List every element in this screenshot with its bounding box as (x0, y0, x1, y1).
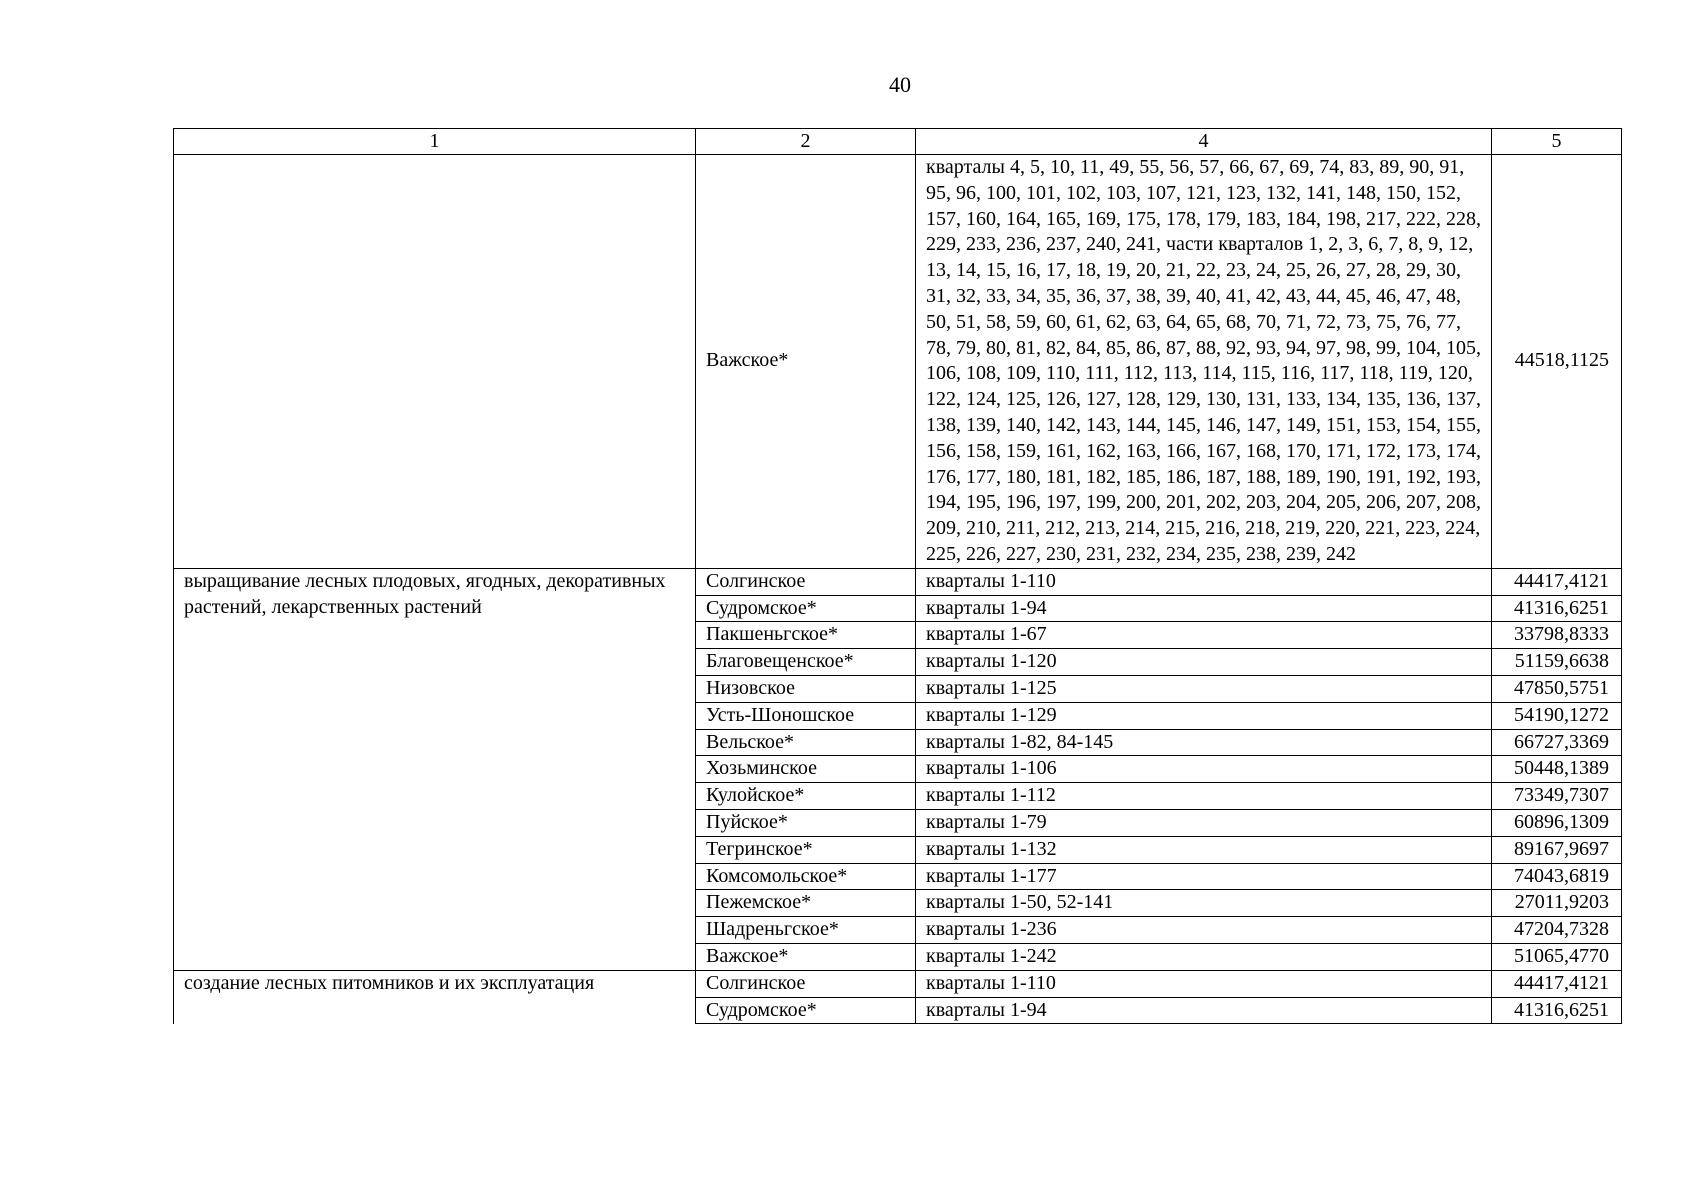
quarters-cell: кварталы 1-110 (916, 970, 1492, 997)
forestry-cell: Комсомольское* (696, 863, 916, 890)
quarters-cell: кварталы 1-79 (916, 809, 1492, 836)
quarters-cell: кварталы 1-94 (916, 997, 1492, 1024)
table-header-row (174, 129, 1622, 155)
area-cell: 60896,1309 (1492, 809, 1622, 836)
area-cell: 47204,7328 (1492, 917, 1622, 944)
header-col-4: 4 (916, 129, 1492, 155)
forestry-cell: Пакшеньгское* (696, 622, 916, 649)
area-cell: 74043,6819 (1492, 863, 1622, 890)
page-number: 40 (889, 72, 911, 97)
quarters-cell: кварталы 1-120 (916, 649, 1492, 676)
quarters-cell (916, 155, 1492, 569)
quarters-cell: кварталы 1-132 (916, 836, 1492, 863)
forestry-cell: Судромское* (696, 997, 916, 1024)
forestry-cell: Пежемское* (696, 890, 916, 917)
area-cell: 44417,4121 (1492, 568, 1622, 595)
quarters-text: кварталы 4, 5, 10, 11, 49, 55, 56, 57, 66, 67, 69, 74, 83, 89, 90, 91, 95, 96, 100, 101, 102, 103, 107, 121, 123, 132, 141, 148, 150, 152, 157, 160, 164, 165, 169, 175, 178, 179, 183, 184, 198, 217, 222, 228, 229, 233, 236, 237, 240, 241, части кварталов 1, 2, 3, 6, 7, 8, 9, 12, 13, 14, 15, 16, 17, 18, 19, 20, 21, 22, 23, 24, 25, 26, 27, 28, 29, 30, 31, 32, 33, 34, 35, 36, 37, 38, 39, 40, 41, 42, 43, 44, 45, 46, 47, 48, 50, 51, 58, 59, 60, 61, 62, 63, 64, 65, 68, 70, 71, 72, 73, 75, 76, 77, 78, 79, 80, 81, 82, 84, 85, 86, 87, 88, 92, 93, 94, 97, 98, 99, 104, 105, 106, 108, 109, 110, 111, 112, 113, 114, 115, 116, 117, 118, 119, 120, 122, 124, 125, 126, 127, 128, 129, 130, 131, 133, 134, 135, 136, 137, 138, 139, 140, 142, 143, 144, 145, 146, 147, 149, 151, 153, 154, 155, 156, 158, 159, 161, 162, 163, 166, 167, 168, 170, 171, 172, 173, 174, 176, 177, 180, 181, 182, 185, 186, 187, 188, 189, 190, 191, 192, 193, 194, 195, 196, 197, 199, 200, 201, 202, 203, 204, 205, 206, 207, 208, 209, 210, 211, 212, 213, 214, 215, 216, 218, 219, 220, 221, 223, 224, 225, 226, 227, 230, 231, 232, 234, 235, 238, 239, 242 (926, 156, 1481, 565)
forestry-cell: Усть-Шоношское (696, 702, 916, 729)
quarters-cell: кварталы 1-110 (916, 568, 1492, 595)
forestry-cell: Шадреньгское* (696, 917, 916, 944)
area-cell: 73349,7307 (1492, 783, 1622, 810)
area-cell: 44417,4121 (1492, 970, 1622, 997)
quarters-cell: кварталы 1-177 (916, 863, 1492, 890)
forestry-cell: Хозьминское (696, 756, 916, 783)
quarters-cell: кварталы 1-82, 84-145 (916, 729, 1492, 756)
area-cell: 66727,3369 (1492, 729, 1622, 756)
header-col-5: 5 (1492, 129, 1622, 155)
activity-cell-empty (174, 155, 696, 569)
quarters-cell: кварталы 1-236 (916, 917, 1492, 944)
table-row (174, 970, 1622, 997)
activity-cell-cultivation: выращивание лесных плодовых, ягодных, декоративных растений, лекарственных растений (174, 568, 696, 970)
area-cell: 41316,6251 (1492, 997, 1622, 1024)
area-cell: 44518,1125 (1492, 155, 1622, 569)
forestry-cell: Солгинское (696, 568, 916, 595)
activity-cell-nurseries: создание лесных питомников и их эксплуатация (174, 970, 696, 1024)
area-cell: 27011,9203 (1492, 890, 1622, 917)
forestry-cell: Важское* (696, 943, 916, 970)
forestry-cell: Вельское* (696, 729, 916, 756)
quarters-cell: кварталы 1-50, 52-141 (916, 890, 1492, 917)
quarters-cell: кварталы 1-242 (916, 943, 1492, 970)
quarters-cell: кварталы 1-106 (916, 756, 1492, 783)
area-cell: 51065,4770 (1492, 943, 1622, 970)
quarters-cell: кварталы 1-125 (916, 675, 1492, 702)
quarters-cell: кварталы 1-67 (916, 622, 1492, 649)
area-cell: 54190,1272 (1492, 702, 1622, 729)
area-cell: 51159,6638 (1492, 649, 1622, 676)
forestry-cell: Важское* (696, 155, 916, 569)
forestry-cell: Тегринское* (696, 836, 916, 863)
header-col-1: 1 (174, 129, 696, 155)
area-cell: 50448,1389 (1492, 756, 1622, 783)
forestry-table (173, 128, 1622, 1024)
area-cell: 47850,5751 (1492, 675, 1622, 702)
forestry-cell: Солгинское (696, 970, 916, 997)
table-row (174, 568, 1622, 595)
quarters-cell: кварталы 1-94 (916, 595, 1492, 622)
area-cell: 33798,8333 (1492, 622, 1622, 649)
quarters-cell: кварталы 1-129 (916, 702, 1492, 729)
area-cell: 89167,9697 (1492, 836, 1622, 863)
forestry-cell: Кулойское* (696, 783, 916, 810)
table-row-vazhskoe-parts (174, 155, 1622, 569)
forestry-cell: Благовещенское* (696, 649, 916, 676)
forestry-cell: Низовское (696, 675, 916, 702)
forestry-cell: Судромское* (696, 595, 916, 622)
header-col-2: 2 (696, 129, 916, 155)
area-cell: 41316,6251 (1492, 595, 1622, 622)
forestry-cell: Пуйское* (696, 809, 916, 836)
quarters-cell: кварталы 1-112 (916, 783, 1492, 810)
